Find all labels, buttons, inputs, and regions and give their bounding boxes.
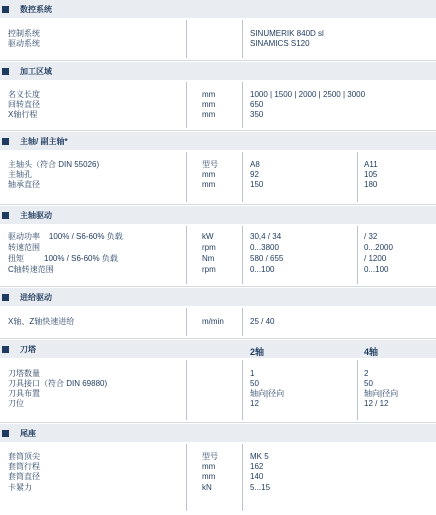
- section-title: 主轴/ 副主轴*: [20, 137, 68, 146]
- spec-value: 0...100: [364, 265, 389, 274]
- section-header: [0, 424, 436, 442]
- section-title: 数控系统: [20, 5, 52, 14]
- spec-unit: rpm: [202, 243, 216, 252]
- spec-value: A8: [250, 160, 260, 169]
- spec-value: 150: [250, 180, 264, 189]
- spec-unit: m/min: [202, 317, 224, 326]
- spec-value: 180: [364, 180, 378, 189]
- spec-unit: kW: [202, 232, 214, 241]
- section-marker-icon: [2, 430, 9, 437]
- section-marker-icon: [2, 346, 9, 353]
- section-marker-icon: [2, 6, 9, 13]
- column-divider: [242, 152, 243, 202]
- column-divider: [242, 360, 243, 420]
- section-title: 主轴驱动: [20, 211, 52, 220]
- column-divider: [242, 20, 243, 58]
- spec-value: 0...2000: [364, 243, 393, 252]
- spec-unit: Nm: [202, 254, 215, 263]
- spec-unit: 型号: [202, 160, 218, 169]
- spec-label: 扭矩 100% / S6-60% 负载: [8, 254, 118, 263]
- spec-value: 50: [250, 379, 259, 388]
- section-title: 尾座: [20, 429, 36, 438]
- spec-value: 0...3800: [250, 243, 279, 252]
- column-divider: [186, 152, 187, 202]
- spec-value: 105: [364, 170, 378, 179]
- spec-value: 5...15: [250, 483, 271, 492]
- spec-value: 30,4 / 34: [250, 232, 282, 241]
- spec-label: 转速范围: [8, 243, 40, 252]
- section-marker-icon: [2, 294, 9, 301]
- column-divider: [242, 308, 243, 336]
- spec-unit: mm: [202, 472, 216, 481]
- spec-label: 刀塔数量: [8, 369, 40, 378]
- spec-label: X轴、Z轴快速进给: [8, 317, 75, 326]
- column-divider: [357, 360, 358, 420]
- section-title: 加工区域: [20, 67, 52, 76]
- spec-value: 0...100: [250, 265, 275, 274]
- section-header: [0, 62, 436, 80]
- spec-value: 25 / 40: [250, 317, 275, 326]
- spec-label: 驱动系统: [8, 39, 40, 48]
- spec-label: 轴承直径: [8, 180, 40, 189]
- spec-unit: mm: [202, 462, 216, 471]
- spec-label: 套筒直径: [8, 472, 40, 481]
- column-divider: [242, 226, 243, 284]
- spec-label: 回转直径: [8, 100, 40, 109]
- section-divider: [0, 338, 436, 339]
- spec-value: 轴向|径向: [250, 389, 285, 398]
- section-marker-icon: [2, 212, 9, 219]
- spec-label: 名义长度: [8, 90, 40, 99]
- section-title: 刀塔: [20, 345, 36, 354]
- column-divider: [186, 20, 187, 58]
- spec-value: 162: [250, 462, 264, 471]
- section-header: [0, 206, 436, 224]
- spec-label: 刀具接口（符合 DIN 69880): [8, 379, 108, 388]
- spec-value: 1: [250, 369, 255, 378]
- spec-value: MK 5: [250, 452, 269, 461]
- column-divider: [357, 152, 358, 202]
- spec-unit: mm: [202, 110, 216, 119]
- spec-label: X轴行程: [8, 110, 38, 119]
- section-divider: [0, 130, 436, 131]
- spec-label: 卡紧力: [8, 483, 32, 492]
- spec-value: SINAMICS S120: [250, 39, 310, 48]
- spec-value: / 1200: [364, 254, 387, 263]
- spec-value: 350: [250, 110, 264, 119]
- spec-value: 12 / 12: [364, 399, 389, 408]
- section-divider: [0, 286, 436, 287]
- spec-unit: kN: [202, 483, 212, 492]
- spec-value: SINUMERIK 840D sl: [250, 29, 324, 38]
- spec-label: C轴转速范围: [8, 265, 54, 274]
- spec-unit: mm: [202, 90, 216, 99]
- spec-label: 套筒行程: [8, 462, 40, 471]
- column-divider: [357, 226, 358, 284]
- spec-unit: 型号: [202, 452, 218, 461]
- spec-label: 主轴孔: [8, 170, 32, 179]
- section-divider: [0, 422, 436, 423]
- spec-value: 580 / 655: [250, 254, 284, 263]
- column-header: 4轴: [364, 347, 379, 357]
- spec-value: 12: [250, 399, 259, 408]
- column-divider: [186, 226, 187, 284]
- column-divider: [242, 444, 243, 511]
- section-marker-icon: [2, 68, 9, 75]
- spec-label: 套筒顶尖: [8, 452, 40, 461]
- column-divider: [186, 82, 187, 128]
- spec-label: 主轴头（符合 DIN 55026): [8, 160, 100, 169]
- column-divider: [242, 82, 243, 128]
- spec-label: 刀具布置: [8, 389, 40, 398]
- spec-value: A11: [364, 160, 378, 169]
- section-header: [0, 0, 436, 18]
- spec-label: 刀位: [8, 399, 24, 408]
- section-marker-icon: [2, 138, 9, 145]
- spec-label: 控制系统: [8, 29, 40, 38]
- spec-unit: mm: [202, 100, 216, 109]
- spec-value: 50: [364, 379, 373, 388]
- column-header: 2轴: [250, 347, 265, 357]
- spec-unit: mm: [202, 170, 216, 179]
- spec-value: 92: [250, 170, 259, 179]
- spec-value: 2: [364, 369, 369, 378]
- section-divider: [0, 60, 436, 61]
- spec-value: 1000 | 1500 | 2000 | 2500 | 3000: [250, 90, 366, 99]
- spec-value: 650: [250, 100, 264, 109]
- spec-value: / 32: [364, 232, 378, 241]
- spec-unit: rpm: [202, 265, 216, 274]
- column-divider: [186, 308, 187, 336]
- spec-unit: mm: [202, 180, 216, 189]
- column-divider: [186, 360, 187, 420]
- column-divider: [186, 444, 187, 511]
- spec-label: 驱动功率 100% / S6-60% 负载: [8, 232, 123, 241]
- spec-value: 轴向|径向: [364, 389, 399, 398]
- section-divider: [0, 204, 436, 205]
- spec-value: 140: [250, 472, 264, 481]
- section-header: [0, 288, 436, 306]
- section-title: 进给驱动: [20, 293, 52, 302]
